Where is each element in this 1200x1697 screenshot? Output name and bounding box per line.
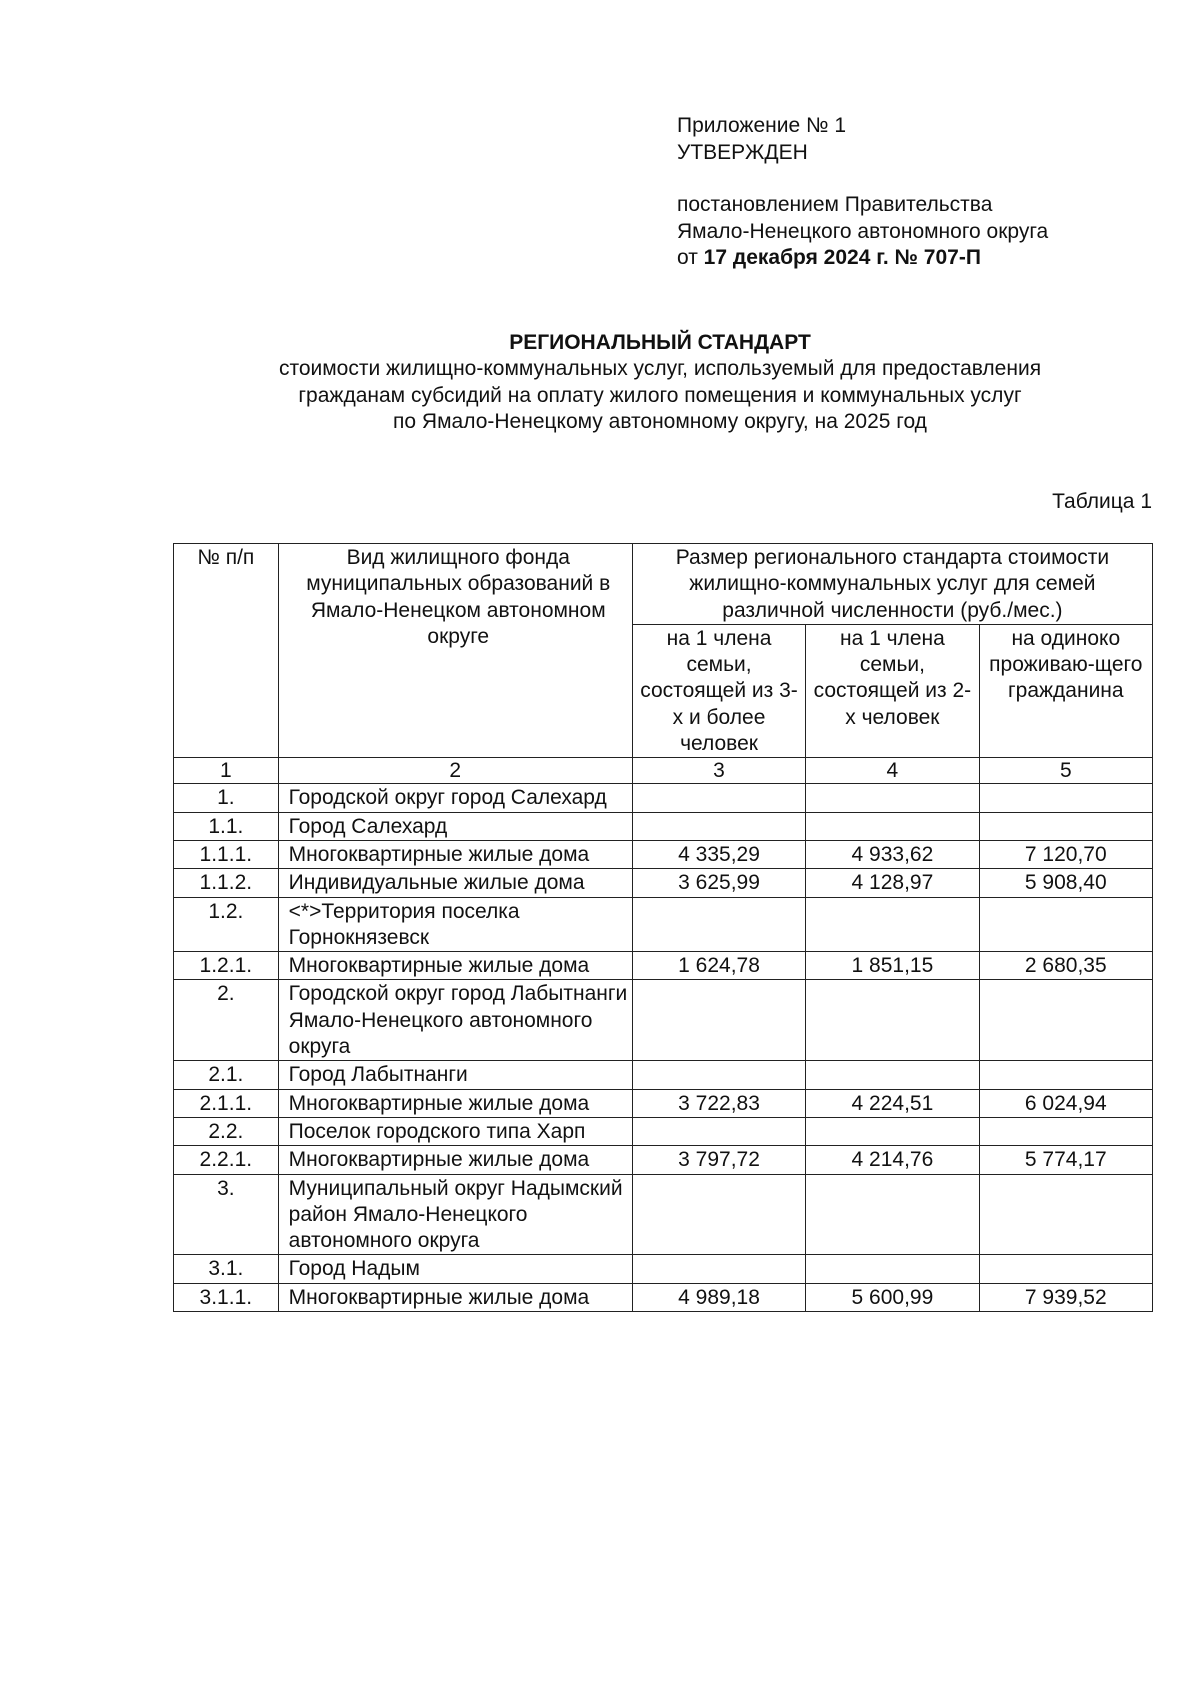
row-value-family-3plus: 3 797,72 bbox=[632, 1146, 805, 1174]
row-value-family-2: 4 224,51 bbox=[806, 1089, 979, 1117]
header-family-2: на 1 члена семьи, состоящей из 2-х человек bbox=[806, 624, 979, 757]
row-value-single bbox=[979, 812, 1152, 840]
table-row bbox=[174, 1283, 1153, 1311]
row-value-single bbox=[979, 1255, 1152, 1283]
row-value-family-3plus: 4 989,18 bbox=[632, 1283, 805, 1311]
approval-block bbox=[677, 113, 1048, 272]
row-value-family-2: 5 600,99 bbox=[806, 1283, 979, 1311]
row-value-single bbox=[979, 980, 1152, 1061]
table-row bbox=[174, 1255, 1153, 1283]
table-row bbox=[174, 1089, 1153, 1117]
standards-table bbox=[173, 543, 1153, 1312]
table-row bbox=[174, 784, 1153, 812]
row-value-family-2 bbox=[806, 1061, 979, 1089]
row-value-single bbox=[979, 1061, 1152, 1089]
row-value-single bbox=[979, 1174, 1152, 1255]
row-housing-type: Многоквартирные жилые дома bbox=[278, 1146, 632, 1174]
row-housing-type: <*>Территория поселка Горнокнязевск bbox=[278, 897, 632, 952]
row-number: 1.1.1. bbox=[174, 840, 279, 868]
row-number: 3.1. bbox=[174, 1255, 279, 1283]
header-number: № п/п bbox=[174, 544, 279, 758]
date-prefix: от bbox=[677, 246, 704, 269]
row-housing-type: Город Лабытнанги bbox=[278, 1061, 632, 1089]
row-value-family-2 bbox=[806, 784, 979, 812]
column-number: 2 bbox=[278, 758, 632, 784]
row-value-family-2: 1 851,15 bbox=[806, 952, 979, 980]
document-subtitle-line-3: по Ямало-Ненецкому автономному округу, на 2025 год bbox=[393, 410, 927, 433]
row-housing-type: Многоквартирные жилые дома bbox=[278, 1089, 632, 1117]
row-number: 2.2. bbox=[174, 1117, 279, 1145]
row-housing-type: Многоквартирные жилые дома bbox=[278, 1283, 632, 1311]
government-line: Ямало-Ненецкого автономного округа bbox=[677, 219, 1049, 243]
row-housing-type: Городской округ город Лабытнанги Ямало-Ненецкого автономного округа bbox=[278, 980, 632, 1061]
column-number: 3 bbox=[632, 758, 805, 784]
header-single: на одиноко проживаю-щего гражданина bbox=[979, 624, 1152, 757]
column-number: 1 bbox=[174, 758, 279, 784]
row-value-single: 6 024,94 bbox=[979, 1089, 1152, 1117]
column-number: 5 bbox=[979, 758, 1152, 784]
table-caption: Таблица 1 bbox=[1052, 490, 1152, 513]
table-row bbox=[174, 1117, 1153, 1145]
document-subtitle-line-1: стоимости жилищно-коммунальных услуг, используемый для предоставления bbox=[278, 357, 1042, 380]
row-value-single bbox=[979, 897, 1152, 952]
row-value-single bbox=[979, 1117, 1152, 1145]
row-value-family-3plus bbox=[632, 784, 805, 812]
header-housing-type: Вид жилищного фонда муниципальных образований в Ямало-Ненецком автономном округе bbox=[278, 544, 632, 758]
appendix-number: Приложение № 1 bbox=[677, 114, 847, 137]
row-value-single: 5 774,17 bbox=[979, 1146, 1152, 1174]
table-row bbox=[174, 1146, 1153, 1174]
table-row bbox=[174, 980, 1153, 1061]
row-housing-type: Индивидуальные жилые дома bbox=[278, 869, 632, 897]
column-number-row bbox=[174, 758, 1153, 784]
row-number: 1.1. bbox=[174, 812, 279, 840]
row-value-family-2 bbox=[806, 980, 979, 1061]
row-value-family-3plus bbox=[632, 1255, 805, 1283]
row-housing-type: Городской округ город Салехард bbox=[278, 784, 632, 812]
table-header-row bbox=[174, 544, 1153, 625]
table-row bbox=[174, 812, 1153, 840]
row-value-family-3plus bbox=[632, 1061, 805, 1089]
row-number: 2.2.1. bbox=[174, 1146, 279, 1174]
resolution-date: 17 декабря 2024 г. № 707-П bbox=[703, 246, 981, 269]
row-number: 1. bbox=[174, 784, 279, 812]
row-value-single bbox=[979, 784, 1152, 812]
row-number: 2.1.1. bbox=[174, 1089, 279, 1117]
row-housing-type: Многоквартирные жилые дома bbox=[278, 840, 632, 868]
row-value-family-2: 4 128,97 bbox=[806, 869, 979, 897]
row-value-family-3plus: 3 625,99 bbox=[632, 869, 805, 897]
resolution-line: постановлением Правительства bbox=[677, 193, 993, 216]
row-value-single: 7 939,52 bbox=[979, 1283, 1152, 1311]
row-value-family-3plus bbox=[632, 1117, 805, 1145]
row-housing-type: Город Надым bbox=[278, 1255, 632, 1283]
row-number: 3.1.1. bbox=[174, 1283, 279, 1311]
row-value-family-3plus: 4 335,29 bbox=[632, 840, 805, 868]
row-value-family-2 bbox=[806, 1174, 979, 1255]
row-value-family-2 bbox=[806, 1117, 979, 1145]
row-value-family-3plus: 1 624,78 bbox=[632, 952, 805, 980]
row-value-family-2 bbox=[806, 897, 979, 952]
row-value-family-3plus: 3 722,83 bbox=[632, 1089, 805, 1117]
row-number: 2.1. bbox=[174, 1061, 279, 1089]
row-value-family-2: 4 933,62 bbox=[806, 840, 979, 868]
row-value-family-2 bbox=[806, 812, 979, 840]
table-row bbox=[174, 840, 1153, 868]
row-value-family-2 bbox=[806, 1255, 979, 1283]
table-row bbox=[174, 869, 1153, 897]
table-row bbox=[174, 1061, 1153, 1089]
column-number: 4 bbox=[806, 758, 979, 784]
row-value-family-3plus bbox=[632, 1174, 805, 1255]
table-row bbox=[174, 897, 1153, 952]
row-value-family-2: 4 214,76 bbox=[806, 1146, 979, 1174]
row-value-single: 7 120,70 bbox=[979, 840, 1152, 868]
row-number: 1.2. bbox=[174, 897, 279, 952]
document-title: РЕГИОНАЛЬНЫЙ СТАНДАРТ bbox=[509, 331, 811, 354]
header-family-3plus: на 1 члена семьи, состоящей из 3-х и более человек bbox=[632, 624, 805, 757]
document-subtitle-line-2: гражданам субсидий на оплату жилого помещения и коммунальных услуг bbox=[298, 383, 1022, 407]
table-row bbox=[174, 952, 1153, 980]
header-standard-size: Размер регионального стандарта стоимости жилищно-коммунальных услуг для семей различной численности (руб./мес.) bbox=[632, 544, 1152, 625]
row-number: 3. bbox=[174, 1174, 279, 1255]
row-housing-type: Город Салехард bbox=[278, 812, 632, 840]
row-housing-type: Муниципальный округ Надымский район Ямало-Ненецкого автономного округа bbox=[278, 1174, 632, 1255]
approved-label: УТВЕРЖДЕН bbox=[677, 140, 808, 164]
row-value-single: 5 908,40 bbox=[979, 869, 1152, 897]
row-value-single: 2 680,35 bbox=[979, 952, 1152, 980]
row-value-family-3plus bbox=[632, 812, 805, 840]
row-number: 2. bbox=[174, 980, 279, 1061]
row-number: 1.2.1. bbox=[174, 952, 279, 980]
row-housing-type: Многоквартирные жилые дома bbox=[278, 952, 632, 980]
row-housing-type: Поселок городского типа Харп bbox=[278, 1117, 632, 1145]
row-value-family-3plus bbox=[632, 980, 805, 1061]
document-heading bbox=[160, 330, 1160, 436]
table-row bbox=[174, 1174, 1153, 1255]
row-number: 1.1.2. bbox=[174, 869, 279, 897]
row-value-family-3plus bbox=[632, 897, 805, 952]
resolution-date-line bbox=[677, 245, 1048, 272]
